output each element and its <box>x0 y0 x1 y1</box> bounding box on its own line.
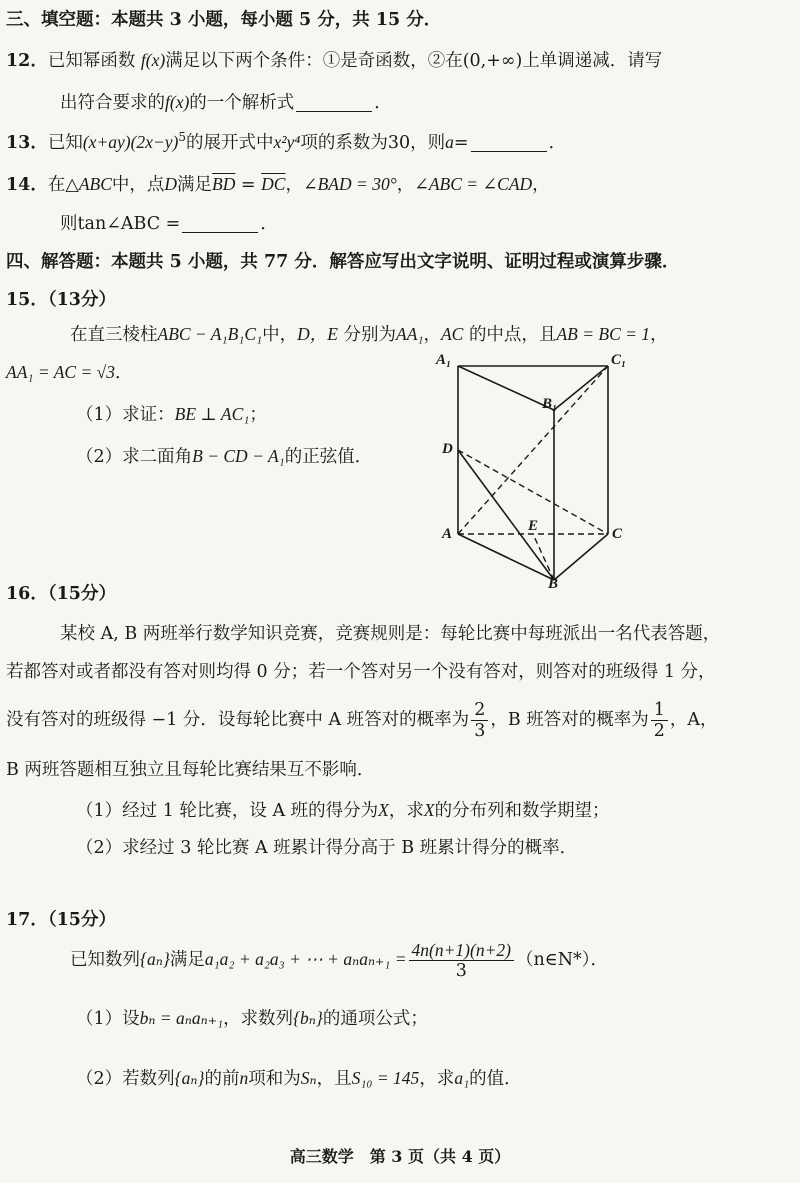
question-16-heading: 16．（15分） <box>6 584 116 604</box>
question-15-line-1 <box>70 322 668 347</box>
text: （1）经过 1 轮比赛，设 A 班的得分为 <box>76 801 379 821</box>
math: ABC − A₁B₁C₁ <box>157 324 263 344</box>
question-14-line-2 <box>60 212 278 236</box>
prism-figure <box>432 348 642 588</box>
section-3-heading: 三、填空题：本题共 3 小题，每小题 5 分，共 15 分． <box>6 10 442 30</box>
text: （2）求二面角 <box>76 447 193 467</box>
math: （n∈N*） <box>515 950 591 970</box>
text: 项和为 <box>248 1069 301 1089</box>
denominator: 2 <box>653 721 665 741</box>
question-16-line-3 <box>6 700 718 741</box>
label-c: C <box>612 526 623 542</box>
text: ． <box>260 214 278 234</box>
label-c1: C₁ <box>611 352 627 368</box>
text: ，且 <box>316 1069 352 1089</box>
question-16-line-4: B 两班答题相互独立且每轮比赛结果互不影响． <box>6 760 375 780</box>
math: a₁ <box>454 1068 470 1088</box>
math: f(x) <box>140 50 166 70</box>
text: 的值． <box>469 1069 522 1089</box>
math: (0,+∞) <box>462 51 523 71</box>
fraction <box>651 700 668 741</box>
fraction <box>409 940 514 981</box>
label-e: E <box>528 518 539 534</box>
text: ． <box>114 363 133 383</box>
math: (x+ay)(2x−y) <box>82 132 179 152</box>
denominator: 3 <box>474 721 486 741</box>
text: 中，点 <box>111 175 165 195</box>
segment-d-b <box>458 450 554 580</box>
answer-blank[interactable] <box>471 133 547 152</box>
math: ∠BAD = 30° <box>302 174 397 194</box>
question-number: 13． <box>6 133 48 153</box>
text: 满足 <box>177 175 213 195</box>
text: 的中点，且 <box>468 325 557 345</box>
vector: $\overline{DC}$ <box>261 174 286 194</box>
question-16-part-2: （2）求经过 3 轮比赛 A 班累计得分高于 B 班累计得分的概率． <box>76 838 578 858</box>
math: bₙ = aₙaₙ₊₁ <box>139 1008 224 1028</box>
question-12-line-2 <box>60 90 392 115</box>
math: x²y⁴ <box>273 132 301 152</box>
fraction <box>471 700 488 741</box>
numerator: 1 <box>651 700 668 721</box>
question-17-heading: 17．（15分） <box>6 910 116 930</box>
text: 分别为 <box>343 325 397 345</box>
question-15-line-2 <box>6 360 132 385</box>
edge-a-b <box>458 534 554 580</box>
text: ， <box>532 175 550 195</box>
math: a <box>445 132 454 152</box>
text: 的通项公式； <box>322 1009 428 1029</box>
question-15-part-2 <box>76 444 372 469</box>
segment-a-c1-hidden <box>458 366 608 534</box>
text: ； <box>249 405 267 425</box>
text: 已知幂函数 <box>47 51 141 71</box>
question-17-part-1 <box>76 1006 428 1031</box>
text: 的一个解析式 <box>189 93 295 113</box>
numerator: 2 <box>471 700 488 721</box>
question-12-line-1 <box>6 48 662 73</box>
question-15-part-1 <box>76 402 267 427</box>
text: 在直三棱柱 <box>70 325 158 345</box>
text: 的前 <box>204 1069 240 1089</box>
label-b1: B₁ <box>542 396 558 412</box>
text: 已知数列 <box>70 950 140 970</box>
text: 满足 <box>169 950 205 970</box>
math: {bₙ} <box>293 1008 323 1028</box>
math: X <box>423 800 435 820</box>
question-15-heading: 15．（13分） <box>6 290 116 310</box>
text: ， <box>396 175 415 195</box>
text: ，求 <box>419 1069 455 1089</box>
answer-blank[interactable] <box>182 214 258 233</box>
question-16-part-1 <box>76 798 610 823</box>
math: D，E <box>297 324 338 344</box>
edge-b1-c1 <box>554 366 608 410</box>
math: AC <box>440 324 464 344</box>
text: = <box>453 133 469 153</box>
text: 的分布列和数学期望； <box>434 801 610 821</box>
label-a1: A₁ <box>436 352 452 368</box>
text: （2）若数列 <box>76 1069 175 1089</box>
math: Sₙ <box>300 1068 317 1088</box>
math: n <box>239 1068 249 1088</box>
text: 没有答对的班级得 −1 分．设每轮比赛中 A 班答对的概率为 <box>6 710 470 730</box>
text: 出符合要求的 <box>60 93 165 113</box>
math: BE ⊥ AC₁ <box>174 404 250 424</box>
text: ，B 班答对的概率为 <box>490 710 649 730</box>
math: B − CD − A₁ <box>192 446 285 466</box>
math: {aₙ} <box>174 1068 205 1088</box>
question-17-line-1 <box>70 940 608 981</box>
math: AA₁ <box>396 324 424 344</box>
math: ∠ABC = ∠CAD <box>414 174 533 194</box>
math: f(x) <box>165 92 190 112</box>
question-13 <box>6 130 566 155</box>
text: ． <box>548 133 567 153</box>
text: ， <box>285 175 303 195</box>
question-16-line-1: 某校 A, B 两班举行数学知识竞赛，竞赛规则是：每轮比赛中每班派出一名代表答题， <box>60 624 721 644</box>
text: ． <box>374 93 392 113</box>
text: 的展开式中 <box>186 133 274 153</box>
text: ，A， <box>669 710 718 730</box>
label-d: D <box>442 441 453 457</box>
text: 中， <box>262 325 298 345</box>
math: X <box>378 800 389 820</box>
text: 上单调递减．请写 <box>522 51 663 71</box>
math: {aₙ} <box>140 949 170 969</box>
vector: $\overline{BD}$ <box>212 174 236 194</box>
section-4-heading: 四、解答题：本题共 5 小题，共 77 分．解答应写出文字说明、证明过程或演算步骤． <box>6 252 680 272</box>
text: 满足以下两个条件：①是奇函数，②在 <box>165 51 463 71</box>
text: ， <box>650 325 668 345</box>
text: 的正弦值． <box>284 447 373 467</box>
denominator: 3 <box>455 961 467 981</box>
math: S₁₀ = 145 <box>351 1068 420 1088</box>
label-b: B <box>548 576 559 588</box>
math: a₁a₂ + a₂a₃ + ⋯ + aₙaₙ₊₁ = <box>204 949 407 969</box>
text: ， <box>423 325 441 345</box>
math: tan∠ABC = <box>77 214 181 234</box>
math: △ABC <box>65 174 112 194</box>
label-a: A <box>442 526 453 542</box>
question-16-line-2: 若都答对或者都没有答对则均得 0 分；若一个答对另一个没有答对，则答对的班级得 1 分， <box>6 662 716 682</box>
text: ． <box>590 950 609 970</box>
math: D <box>164 174 178 194</box>
math: AA₁ = AC = √3 <box>6 362 115 382</box>
text: 在 <box>47 175 66 195</box>
text: 则 <box>60 214 78 234</box>
text: （1）求证： <box>76 405 175 425</box>
numerator: 4n(n+1)(n+2) <box>409 940 514 961</box>
question-14-line-1: 14．在△ABC中，点D满足$\overline{BD} = \overline{DC}$，∠BAD = 30°，∠ABC = ∠CAD， <box>6 174 550 195</box>
question-17-part-2 <box>76 1066 522 1091</box>
exponent: 5 <box>178 130 186 145</box>
edge-b-c <box>554 534 608 580</box>
page-footer: 高三数学 第 3 页（共 4 页） <box>289 1147 511 1166</box>
text: 项的系数为30，则 <box>300 133 446 153</box>
question-number: 12． <box>6 51 48 71</box>
edge-a1-b1 <box>458 366 554 410</box>
answer-blank[interactable] <box>296 93 372 112</box>
text: ，求数列 <box>223 1009 294 1029</box>
text: 已知 <box>47 133 83 153</box>
math: AB = BC = 1 <box>556 324 651 344</box>
text: ，求 <box>388 801 424 821</box>
question-number: 14． <box>6 175 48 195</box>
text: （1）设 <box>76 1009 140 1029</box>
